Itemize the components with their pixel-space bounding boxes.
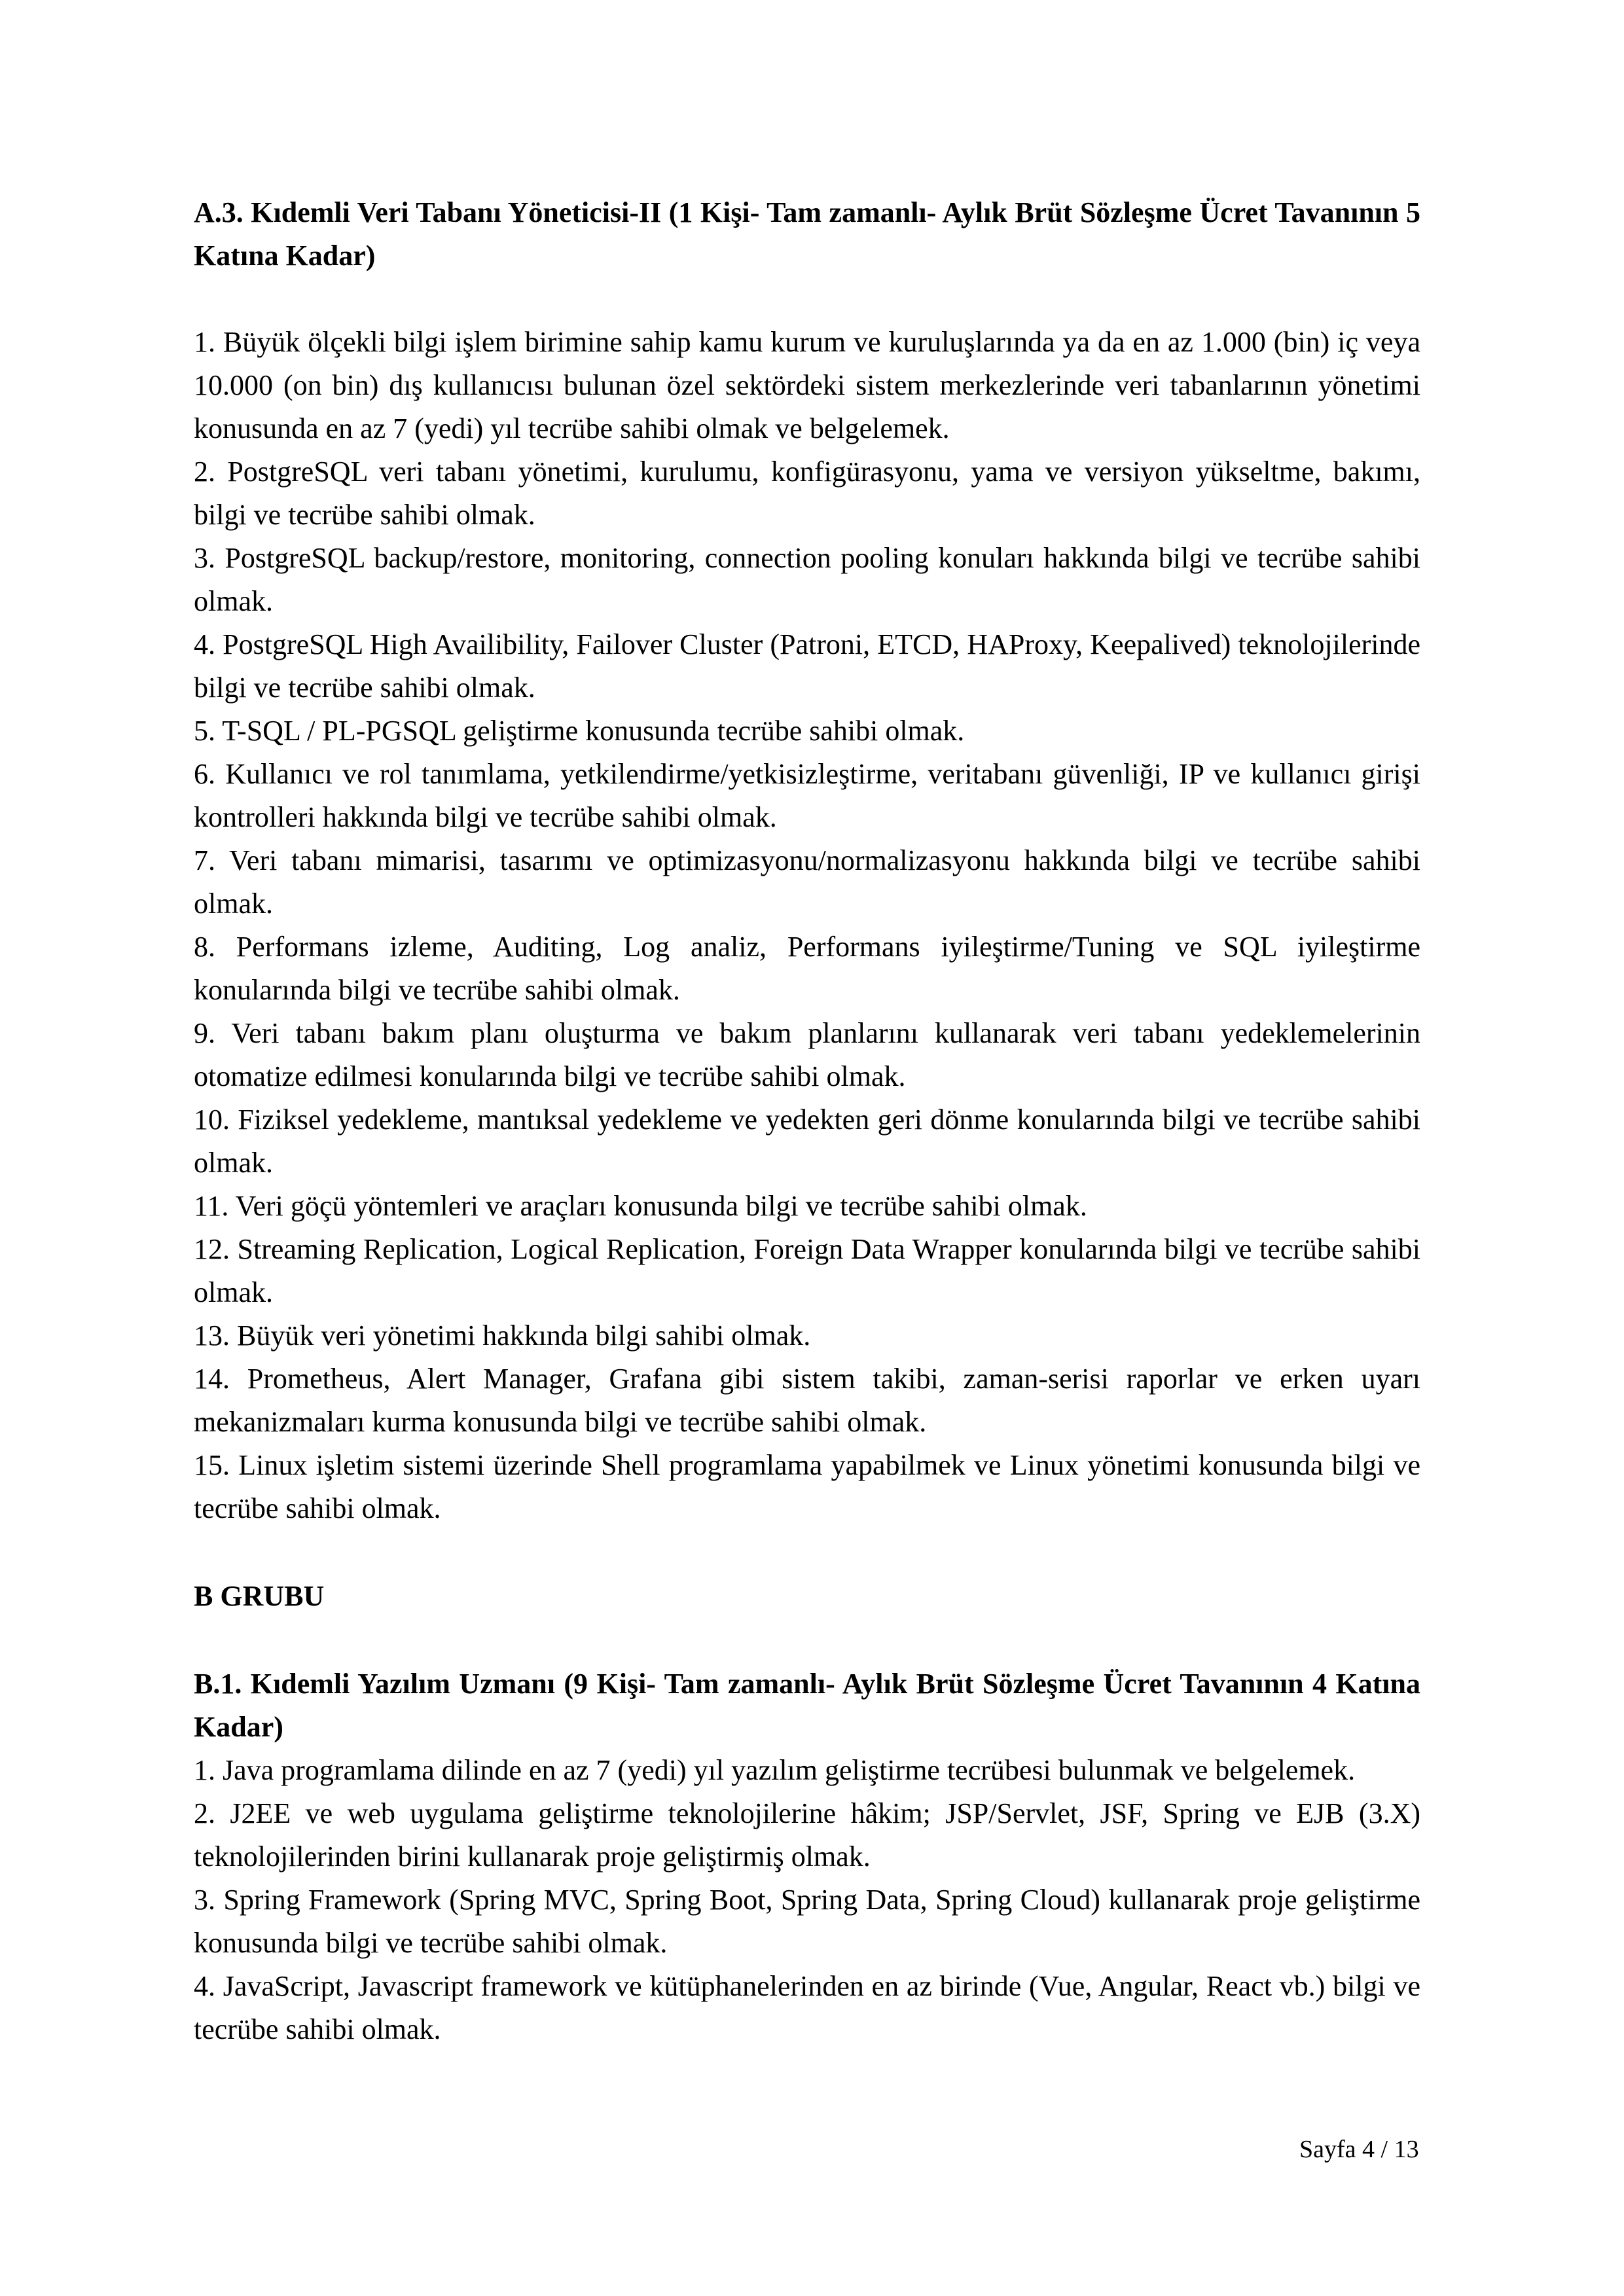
requirement-item: 2. PostgreSQL veri tabanı yönetimi, kurulumu, konfigürasyonu, yama ve versiyon yükseltme, bakımı, bilgi ve tecrübe sahibi olmak.: [194, 456, 1420, 531]
requirement-item: 1. Büyük ölçekli bilgi işlem birimine sahip kamu kurum ve kuruluşlarında ya da en az 1.000 (bin) iç veya 10.000 (on bin) dış kullanıcısı bulunan özel sektördeki sistem merkezlerinde veri tabanlarının yönetimi konusunda en az 7 (yedi) yıl tecrübe sahibi olmak ve belgelemek.: [194, 326, 1420, 444]
document-page: [194, 191, 1420, 2051]
requirement-item: 10. Fiziksel yedekleme, mantıksal yedekleme ve yedekten geri dönme konularında bilgi ve tecrübe sahibi olmak.: [194, 1103, 1420, 1179]
requirement-item: 15. Linux işletim sistemi üzerinde Shell programlama yapabilmek ve Linux yönetimi konusunda bilgi ve tecrübe sahibi olmak.: [194, 1449, 1420, 1524]
requirement-item: 1. Java programlama dilinde en az 7 (yedi) yıl yazılım geliştirme tecrübesi bulunmak ve belgelemek.: [194, 1754, 1356, 1786]
spacer: [194, 1618, 1420, 1662]
section-a3-requirements: [194, 321, 1420, 1530]
spacer: [194, 1530, 1420, 1575]
requirement-item: 13. Büyük veri yönetimi hakkında bilgi sahibi olmak.: [194, 1319, 811, 1352]
requirement-item: 4. PostgreSQL High Availibility, Failover Cluster (Patroni, ETCD, HAProxy, Keepalived) teknolojilerinde bilgi ve tecrübe sahibi olmak.: [194, 628, 1420, 704]
section-b1-title: B.1. Kıdemli Yazılım Uzmanı (9 Kişi- Tam zamanlı- Aylık Brüt Sözleşme Ücret Tavanının 4 Katına Kadar): [194, 1668, 1420, 1743]
requirement-item: 6. Kullanıcı ve rol tanımlama, yetkilendirme/yetkisizleştirme, veritabanı güvenliği, IP ve kullanıcı girişi kontrolleri hakkında bilgi ve tecrübe sahibi olmak.: [194, 758, 1420, 833]
requirement-item: 9. Veri tabanı bakım planı oluşturma ve bakım planlarını kullanarak veri tabanı yedeklemelerinin otomatize edilmesi konularında bilgi ve tecrübe sahibi olmak.: [194, 1017, 1420, 1092]
spacer: [194, 278, 1420, 321]
page-number: Sayfa 4 / 13: [1299, 2136, 1419, 2163]
group-b-title: B GRUBU: [194, 1580, 325, 1612]
requirement-item: 3. Spring Framework (Spring MVC, Spring Boot, Spring Data, Spring Cloud) kullanarak proje geliştirme konusunda bilgi ve tecrübe sahibi olmak.: [194, 1884, 1420, 1959]
requirement-item: 11. Veri göçü yöntemleri ve araçları konusunda bilgi ve tecrübe sahibi olmak.: [194, 1190, 1087, 1222]
requirement-item: 4. JavaScript, Javascript framework ve kütüphanelerinden en az birinde (Vue, Angular, React vb.) bilgi ve tecrübe sahibi olmak.: [194, 1970, 1420, 2045]
requirement-item: 7. Veri tabanı mimarisi, tasarımı ve optimizasyonu/normalizasyonu hakkında bilgi ve tecrübe sahibi olmak.: [194, 844, 1420, 920]
requirement-item: 5. T-SQL / PL-PGSQL geliştirme konusunda tecrübe sahibi olmak.: [194, 715, 965, 747]
requirement-item: 2. J2EE ve web uygulama geliştirme teknolojilerine hâkim; JSP/Servlet, JSF, Spring ve EJB (3.X) teknolojilerinden birini kullanarak proje geliştirmiş olmak.: [194, 1797, 1420, 1873]
requirement-item: 14. Prometheus, Alert Manager, Grafana gibi sistem takibi, zaman-serisi raporlar ve erken uyarı mekanizmaları kurma konusunda bilgi ve tecrübe sahibi olmak.: [194, 1363, 1420, 1438]
requirement-item: 12. Streaming Replication, Logical Replication, Foreign Data Wrapper konularında bilgi ve tecrübe sahibi olmak.: [194, 1233, 1420, 1308]
requirement-item: 3. PostgreSQL backup/restore, monitoring, connection pooling konuları hakkında bilgi ve tecrübe sahibi olmak.: [194, 542, 1420, 617]
requirement-item: 8. Performans izleme, Auditing, Log analiz, Performans iyileştirme/Tuning ve SQL iyileştirme konularında bilgi ve tecrübe sahibi olmak.: [194, 931, 1420, 1006]
section-b1-requirements: [194, 1749, 1420, 2051]
section-a3-title: A.3. Kıdemli Veri Tabanı Yöneticisi-II (1 Kişi- Tam zamanlı- Aylık Brüt Sözleşme Ücret Tavanının 5 Katına Kadar): [194, 196, 1420, 272]
